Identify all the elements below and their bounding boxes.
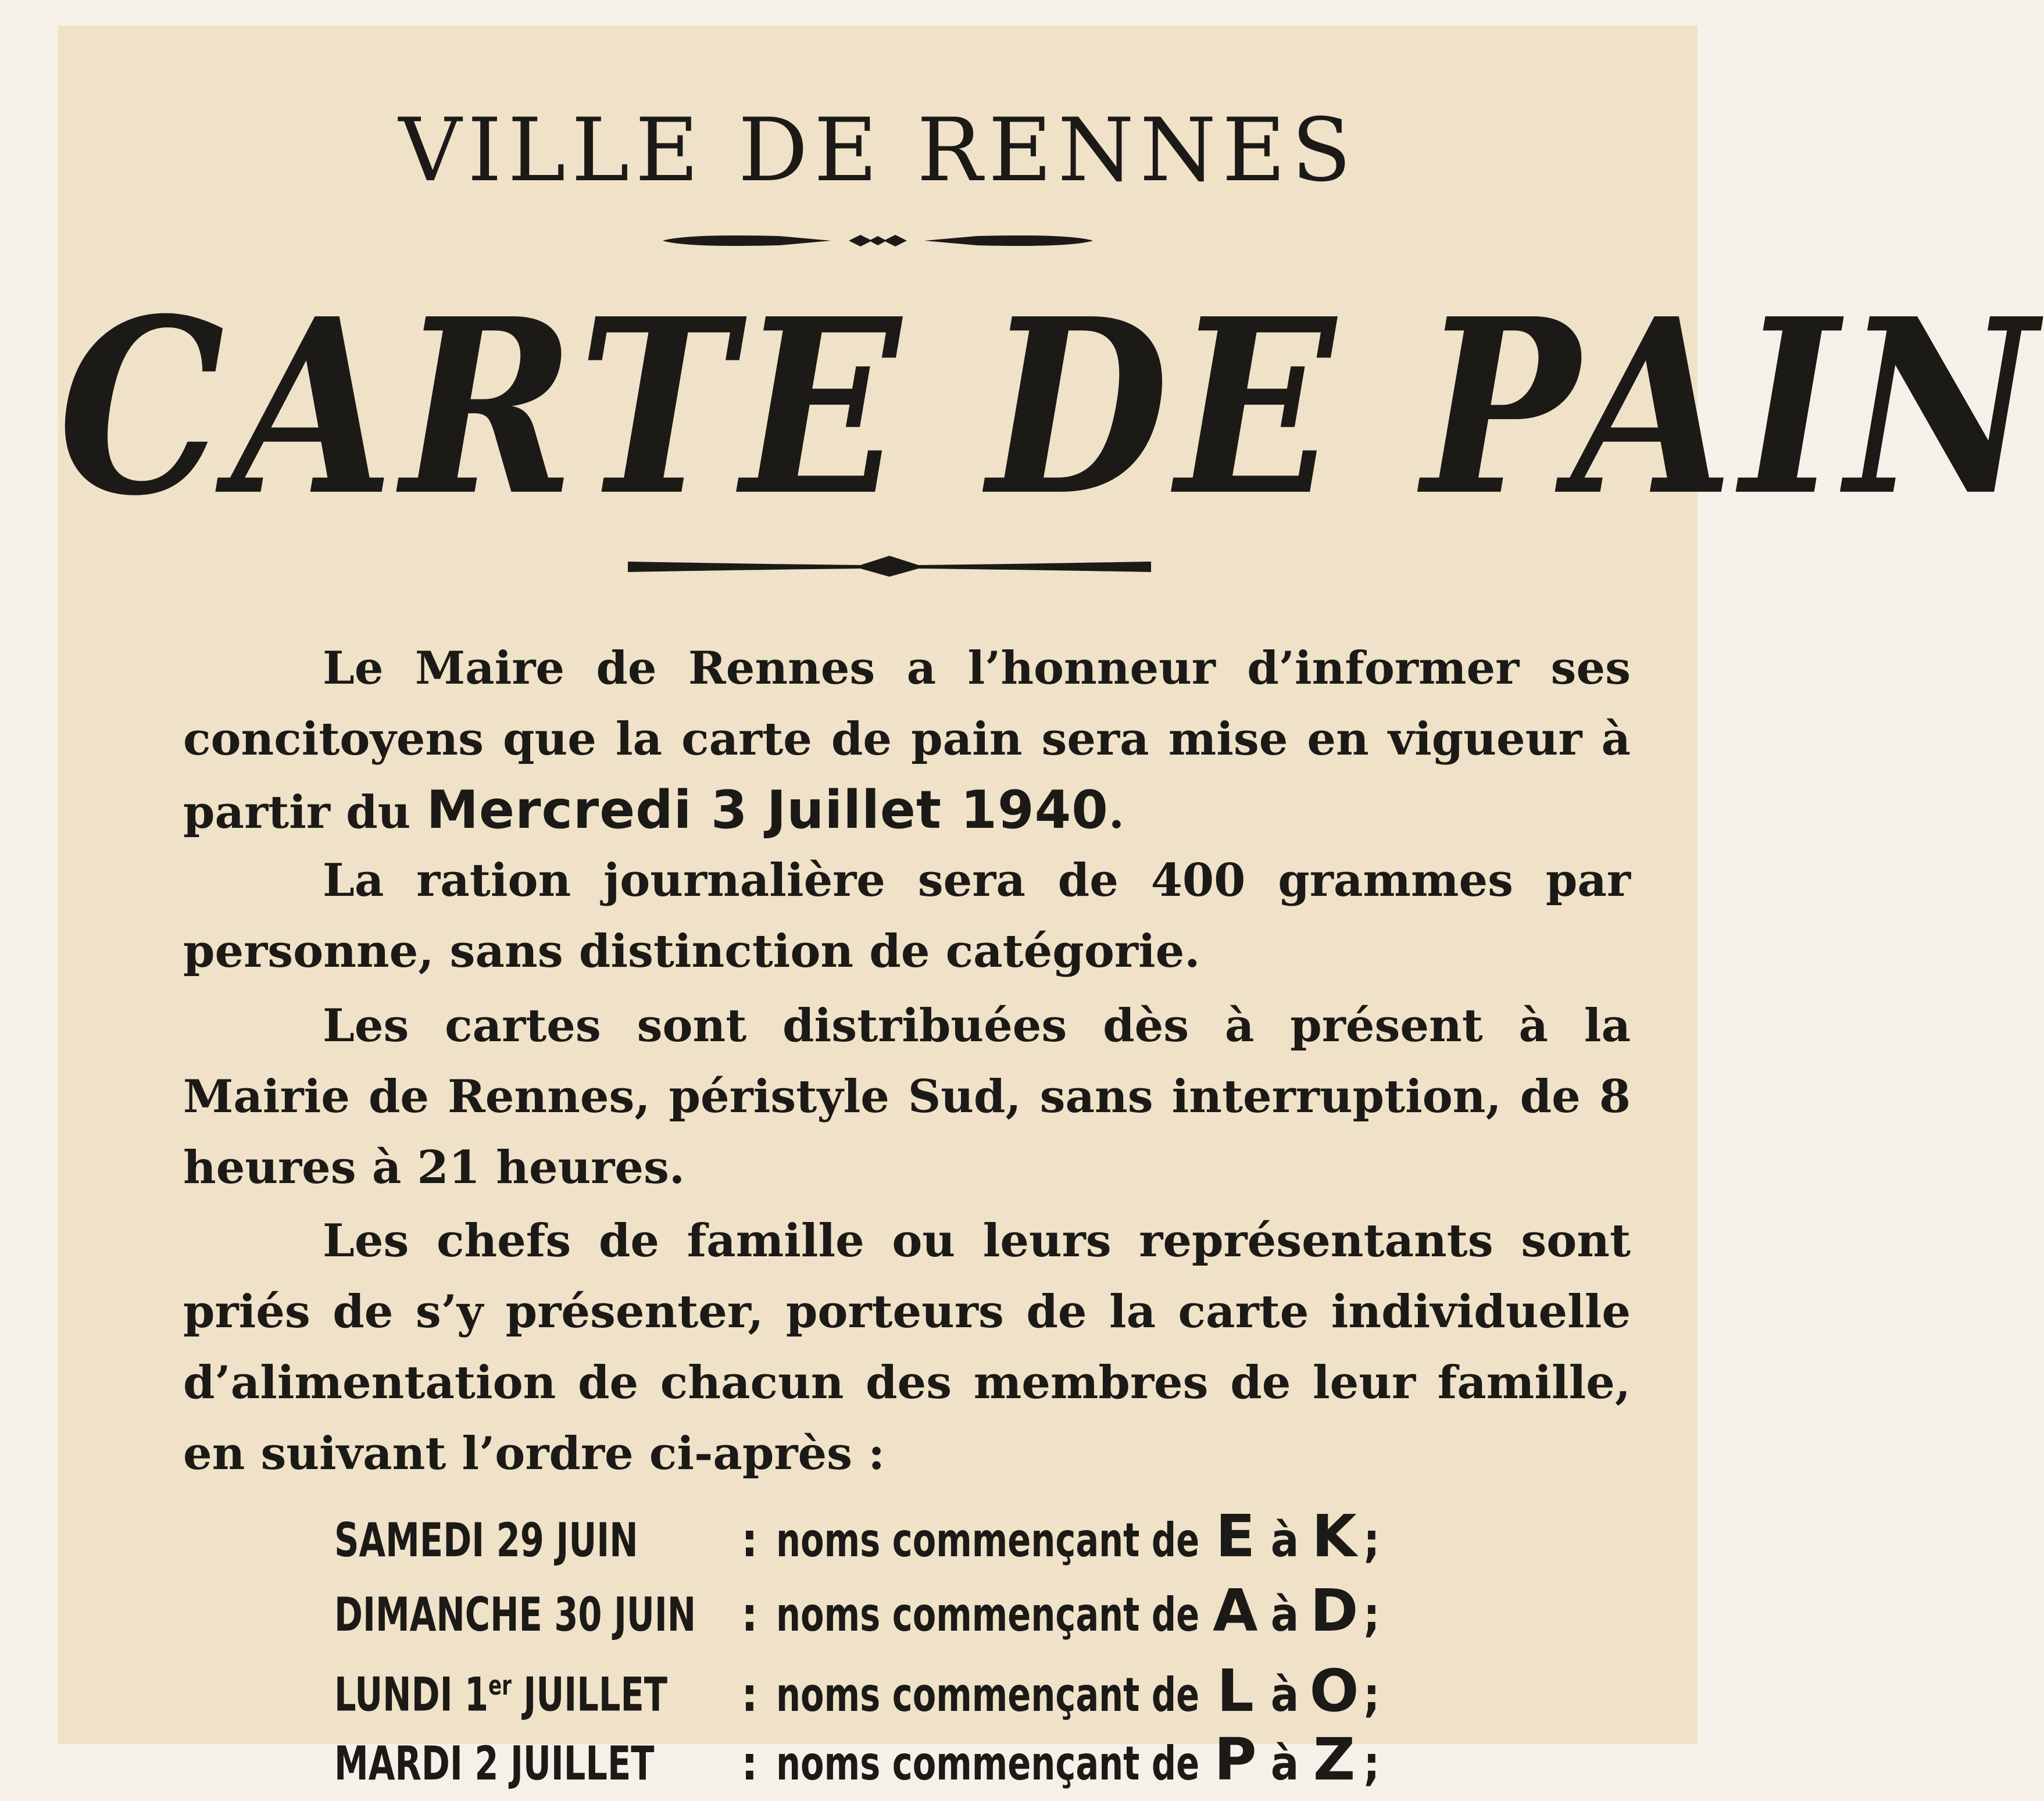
schedule-phrase: noms commençant de	[776, 1588, 1200, 1642]
paragraph-announcement	[183, 633, 1631, 848]
letter-to: Z	[1313, 1725, 1356, 1793]
paragraph-distribution: Les cartes sont distribuées dès à présent à la Mairie de Rennes, péristyle Sud, sans interruption, de 8 heures à 21 heures.	[183, 999, 1631, 1194]
schedule-colon: :	[741, 1667, 758, 1722]
letter-to: K	[1312, 1502, 1357, 1570]
row-end: ;	[1363, 1667, 1380, 1722]
letter-from: L	[1217, 1656, 1254, 1725]
start-date: Mercredi 3 Juillet 1940	[426, 780, 1109, 841]
letter-from: A	[1213, 1577, 1258, 1645]
schedule-row	[334, 1574, 1555, 1648]
main-title: CARTE DE PAIN	[58, 266, 2044, 549]
poster-sheet	[58, 26, 2044, 1793]
schedule-day: SAMEDI 29 JUIN	[334, 1513, 638, 1567]
schedule-day: DIMANCHE 30 JUIN	[334, 1588, 696, 1642]
letter-separator: à	[1270, 1667, 1299, 1722]
schedule-phrase: noms commençant de	[776, 1513, 1200, 1567]
schedule-phrase: noms commençant de	[776, 1736, 1200, 1791]
announcement-end: .	[1108, 786, 1124, 839]
announcement-text: Le Maire de Rennes a l’honneur d’informer ses concitoyens que la carte de pain sera mise en vigueur à partir du	[183, 642, 1631, 839]
schedule-phrase: noms commençant de	[776, 1667, 1200, 1722]
letter-from: E	[1215, 1502, 1256, 1570]
row-end: ;	[1363, 1736, 1380, 1791]
schedule-row	[334, 1499, 1555, 1574]
ornament-rule-bottom	[58, 549, 1698, 584]
letter-to: D	[1310, 1577, 1359, 1645]
paragraph-instructions: Les chefs de famille ou leurs représentants sont priés de s’y présenter, porteurs de la carte individuelle d’alimentation de chacun des membres de leur famille, en suivant l’ordre ci-après :	[183, 1214, 1631, 1480]
letter-separator: à	[1270, 1736, 1299, 1791]
ordinal-suffix: er	[488, 1670, 512, 1701]
schedule-colon: :	[741, 1513, 758, 1567]
schedule-day: MARDI 2 JUILLET	[334, 1736, 655, 1791]
row-end: ;	[1363, 1513, 1380, 1567]
schedule-row	[334, 1723, 1555, 1797]
letter-separator: à	[1270, 1588, 1299, 1642]
letter-separator: à	[1270, 1513, 1299, 1567]
city-heading: VILLE DE RENNES	[398, 100, 1357, 201]
paragraph-ration: La ration journalière sera de 400 grammes par personne, sans distinction de catégorie.	[183, 854, 1631, 978]
letter-to: O	[1309, 1656, 1359, 1725]
schedule-colon: :	[741, 1588, 758, 1642]
letter-from: P	[1214, 1725, 1257, 1793]
row-end: ;	[1363, 1588, 1380, 1642]
schedule-colon: :	[741, 1736, 758, 1791]
schedule-day: LUNDI 1er JUILLET	[334, 1667, 668, 1722]
ornament-rule-top	[58, 223, 1698, 258]
schedule-row	[334, 1648, 1555, 1723]
distribution-schedule	[334, 1499, 1555, 1797]
